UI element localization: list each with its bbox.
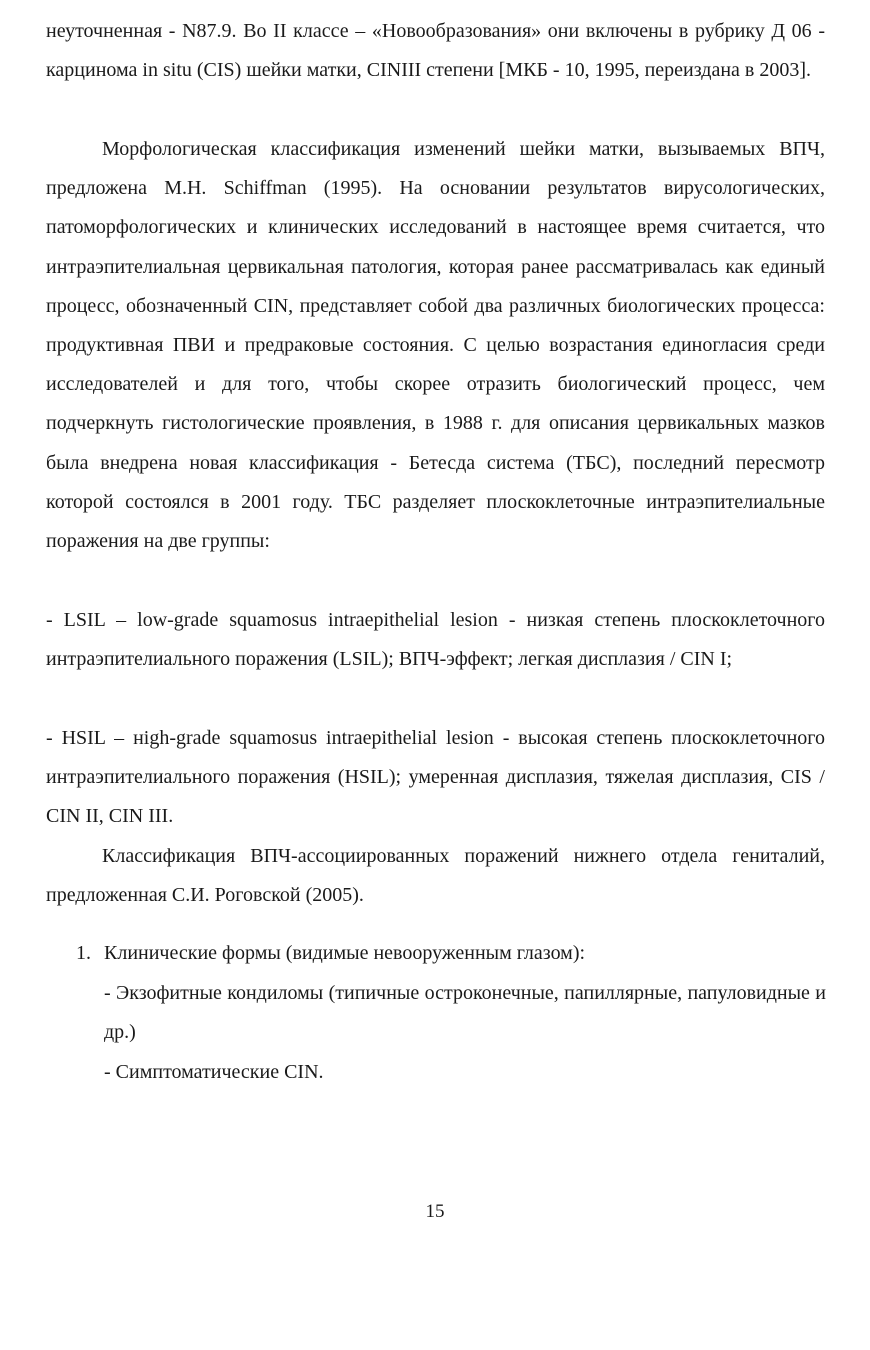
sublist-item-exophytic-condylomas: - Экзофитные кондиломы (типичные остроконечные, папиллярные, папуловидные и др.)	[104, 982, 826, 1044]
paragraph-lsil: - LSIL – low-grade squamosus intraepithelial lesion - низкая степень плоскоклеточного интраэпителиального поражения (LSIL); ВПЧ-эффект; легкая дисплазия / CIN I;	[46, 609, 825, 671]
paragraph-rogovskaya-classification: Классификация ВПЧ-ассоциированных поражений нижнего отдела гениталий, предложенная С.И. Роговской (2005).	[46, 845, 825, 907]
list-item-clinical-forms: Клинические формы (видимые невооруженным глазом):	[104, 942, 586, 964]
sublist-item-symptomatic-cin: - Симптоматические CIN.	[104, 1061, 324, 1083]
page-number: 15	[425, 1201, 445, 1222]
paragraph-icd-classification: неуточненная - N87.9. Во II классе – «Новообразования» они включены в рубрику Д 06 - карцинома in situ (CIS) шейки матки, CINIII степени [МКБ - 10, 1995, переиздана в 2003].	[46, 20, 825, 82]
paragraph-morphological-classification: Морфологическая классификация изменений шейки матки, вызываемых ВПЧ, предложена M.H. Schiffman (1995). На основании результатов вирусологических, патоморфологических и клинических исследований в настоящее время считается, что интраэпителиальная цервикальная патология, которая ранее рассматривалась как единый процесс, обозначенный CIN, представляет собой два различных биологических процесса: продуктивная ПВИ и предраковые состояния. С целью возрастания единогласия среди исследователей и для того, чтобы скорее отразить биологический процесс, чем подчеркнуть гистологические проявления, в 1988 г. для описания цервикальных мазков была внедрена новая классификация - Бетесда система (ТБС), последний пересмотр которой состоялся в 2001 году. ТБС разделяет плоскоклеточные интраэпителиальные поражения на две группы:	[46, 138, 825, 553]
paragraph-hsil: - HSIL – нigh-grade squamosus intraepithelial lesion - высокая степень плоскоклеточного интраэпителиального поражения (HSIL); умеренная дисплазия, тяжелая дисплазия, CIS / CIN II, CIN III.	[46, 727, 825, 828]
list-item-number: 1.	[76, 942, 91, 964]
